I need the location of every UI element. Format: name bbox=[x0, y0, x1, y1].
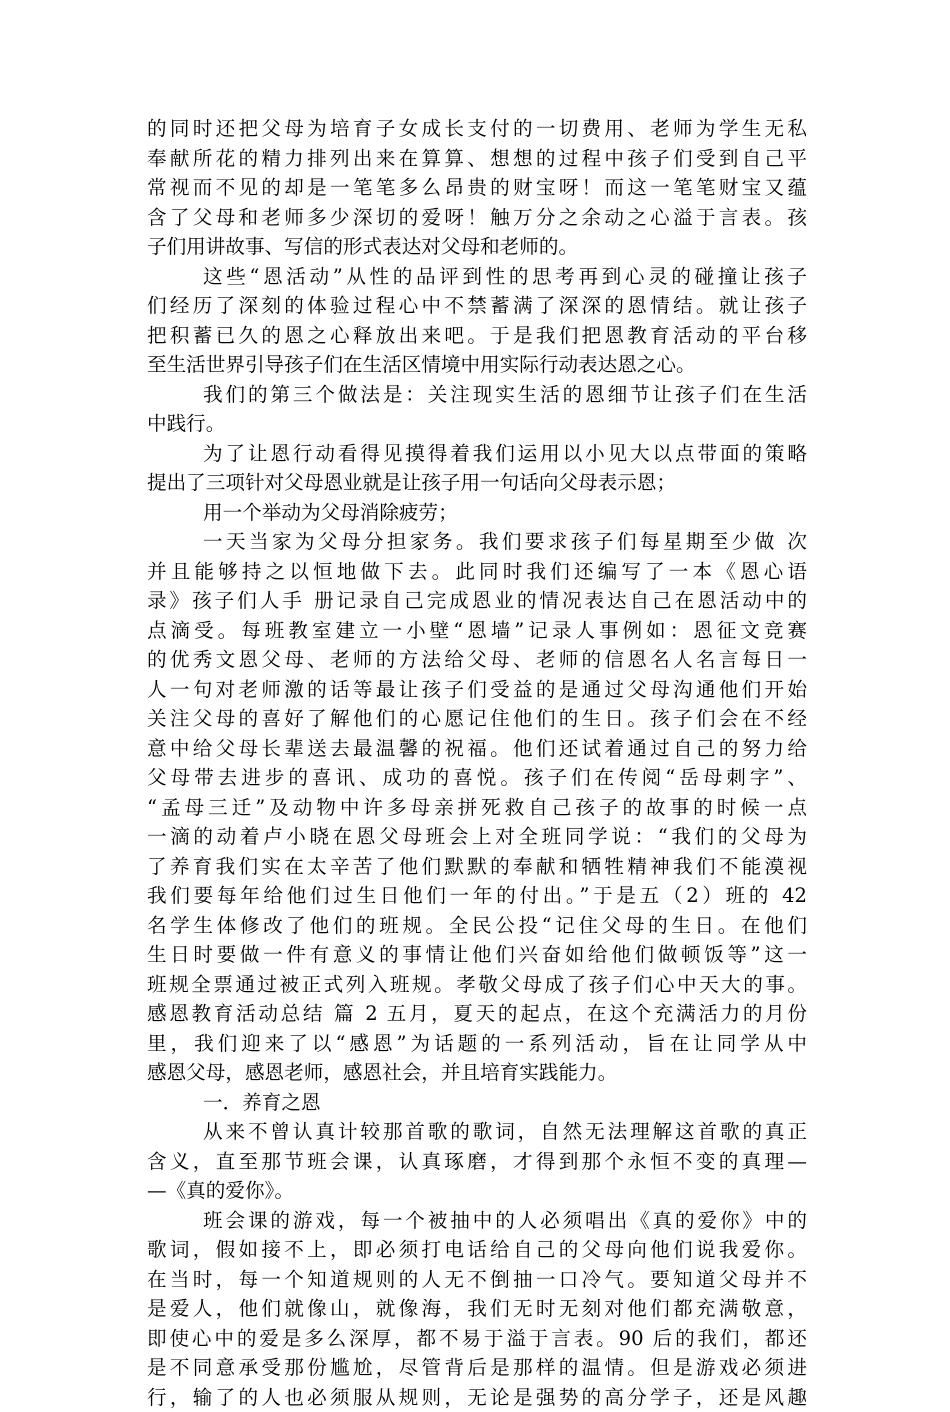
text-line: 从来不曾认真计较那首歌的歌词，自然无法理解这首歌的真正 bbox=[147, 1117, 807, 1147]
text-line: 人一句对老师激的话等最让孩子们受益的是通过父母沟通他们开始 bbox=[147, 675, 807, 705]
text-line: 感恩教育活动总结 篇 2 五月，夏天的起点，在这个充满活力的月份 bbox=[147, 999, 807, 1029]
text-line: 生日时要做一件有意义的事情让他们兴奋如给他们做顿饭等”这一 bbox=[147, 940, 807, 970]
text-line: 我们的第三个做法是：关注现实生活的恩细节让孩子们在生活 bbox=[147, 380, 807, 410]
text-line: 班会课的游戏，每一个被抽中的人必须唱出《真的爱你》中的 bbox=[147, 1206, 807, 1236]
text-line: 中践行。 bbox=[147, 409, 807, 439]
text-line: 一天当家为父母分担家务。我们要求孩子们每星期至少做 次 bbox=[147, 527, 807, 557]
text-line: 的同时还把父母为培育子女成长支付的一切费用、老师为学生无私 bbox=[147, 114, 807, 144]
text-line: 奉献所花的精力排列出来在算算、想想的过程中孩子们受到自己平 bbox=[147, 144, 807, 174]
text-line: 感恩父母，感恩老师，感恩社会，并且培育实践能力。 bbox=[147, 1058, 807, 1088]
text-line: 我们要每年给他们过生日他们一年的付出。”于是五（2）班的 42 bbox=[147, 881, 807, 911]
text-line: 常视而不见的却是一笔笔多么昂贵的财宝呀！而这一笔笔财宝又蕴 bbox=[147, 173, 807, 203]
text-line: 把积蓄已久的恩之心释放出来吧。于是我们把恩教育活动的平台移 bbox=[147, 321, 807, 351]
text-line: 用一个举动为父母消除疲劳； bbox=[147, 498, 807, 528]
text-line: 行，输了的人也必须服从规则，无论是强势的高分学子，还是风趣 bbox=[147, 1383, 807, 1412]
text-line: 一．养育之恩 bbox=[147, 1088, 807, 1118]
text-line: 在当时，每一个知道规则的人无不倒抽一口冷气。要知道父母并不 bbox=[147, 1265, 807, 1295]
text-line: —《真的爱你》。 bbox=[147, 1176, 807, 1206]
text-line: 这些“恩活动”从性的品评到性的思考再到心灵的碰撞让孩子 bbox=[147, 262, 807, 292]
text-line: 是爱人，他们就像山，就像海，我们无时无刻对他们都充满敬意， bbox=[147, 1294, 807, 1324]
text-line: 是不同意承受那份尴尬，尽管背后是那样的温情。但是游戏必须进 bbox=[147, 1353, 807, 1383]
text-line: 们经历了深刻的体验过程心中不禁蓄满了深深的恩情结。就让孩子 bbox=[147, 291, 807, 321]
text-line: 里，我们迎来了以“感恩”为话题的一系列活动，旨在让同学从中 bbox=[147, 1029, 807, 1059]
text-line: 意中给父母长辈送去最温馨的祝福。他们还试着通过自己的努力给 bbox=[147, 734, 807, 764]
text-line: 子们用讲故事、写信的形式表达对父母和老师的。 bbox=[147, 232, 807, 262]
text-line: 一滴的动着卢小晓在恩父母班会上对全班同学说：“我们的父母为 bbox=[147, 822, 807, 852]
text-line: 录》孩子们人手 册记录自己完成恩业的情况表达自己在恩活动中的 bbox=[147, 586, 807, 616]
text-line: 父母带去进步的喜讯、成功的喜悦。孩子们在传阅“岳母刺字”、 bbox=[147, 763, 807, 793]
text-line: 即使心中的爱是多么深厚，都不易于溢于言表。90 后的我们，都还 bbox=[147, 1324, 807, 1354]
text-line: “孟母三迁”及动物中许多母亲拼死救自己孩子的故事的时候一点 bbox=[147, 793, 807, 823]
document-body bbox=[147, 114, 807, 1412]
text-line: 点滴受。每班教室建立一小壁“恩墙”记录人事例如：恩征文竞赛 bbox=[147, 616, 807, 646]
text-line: 歌词，假如接不上，即必须打电话给自己的父母向他们说我爱你。 bbox=[147, 1235, 807, 1265]
text-line: 为了让恩行动看得见摸得着我们运用以小见大以点带面的策略 bbox=[147, 439, 807, 469]
text-line: 班规全票通过被正式列入班规。孝敬父母成了孩子们心中天大的事。 bbox=[147, 970, 807, 1000]
text-line: 关注父母的喜好了解他们的心愿记住他们的生日。孩子们会在不经 bbox=[147, 704, 807, 734]
text-line: 提出了三项针对父母恩业就是让孩子用一句话向父母表示恩； bbox=[147, 468, 807, 498]
text-line: 含义，直至那节班会课，认真琢磨，才得到那个永恒不变的真理— bbox=[147, 1147, 807, 1177]
text-line: 了养育我们实在太辛苦了他们默默的奉献和牺牲精神我们不能漠视 bbox=[147, 852, 807, 882]
text-line: 的优秀文恩父母、老师的方法给父母、老师的信恩名人名言每日一 bbox=[147, 645, 807, 675]
text-line: 至生活世界引导孩子们在生活区情境中用实际行动表达恩之心。 bbox=[147, 350, 807, 380]
text-line: 并且能够持之以恒地做下去。此同时我们还编写了一本《恩心语 bbox=[147, 557, 807, 587]
text-line: 名学生体修改了他们的班规。全民公投“记住父母的生日。在他们 bbox=[147, 911, 807, 941]
text-line: 含了父母和老师多少深切的爱呀！触万分之余动之心溢于言表。孩 bbox=[147, 203, 807, 233]
